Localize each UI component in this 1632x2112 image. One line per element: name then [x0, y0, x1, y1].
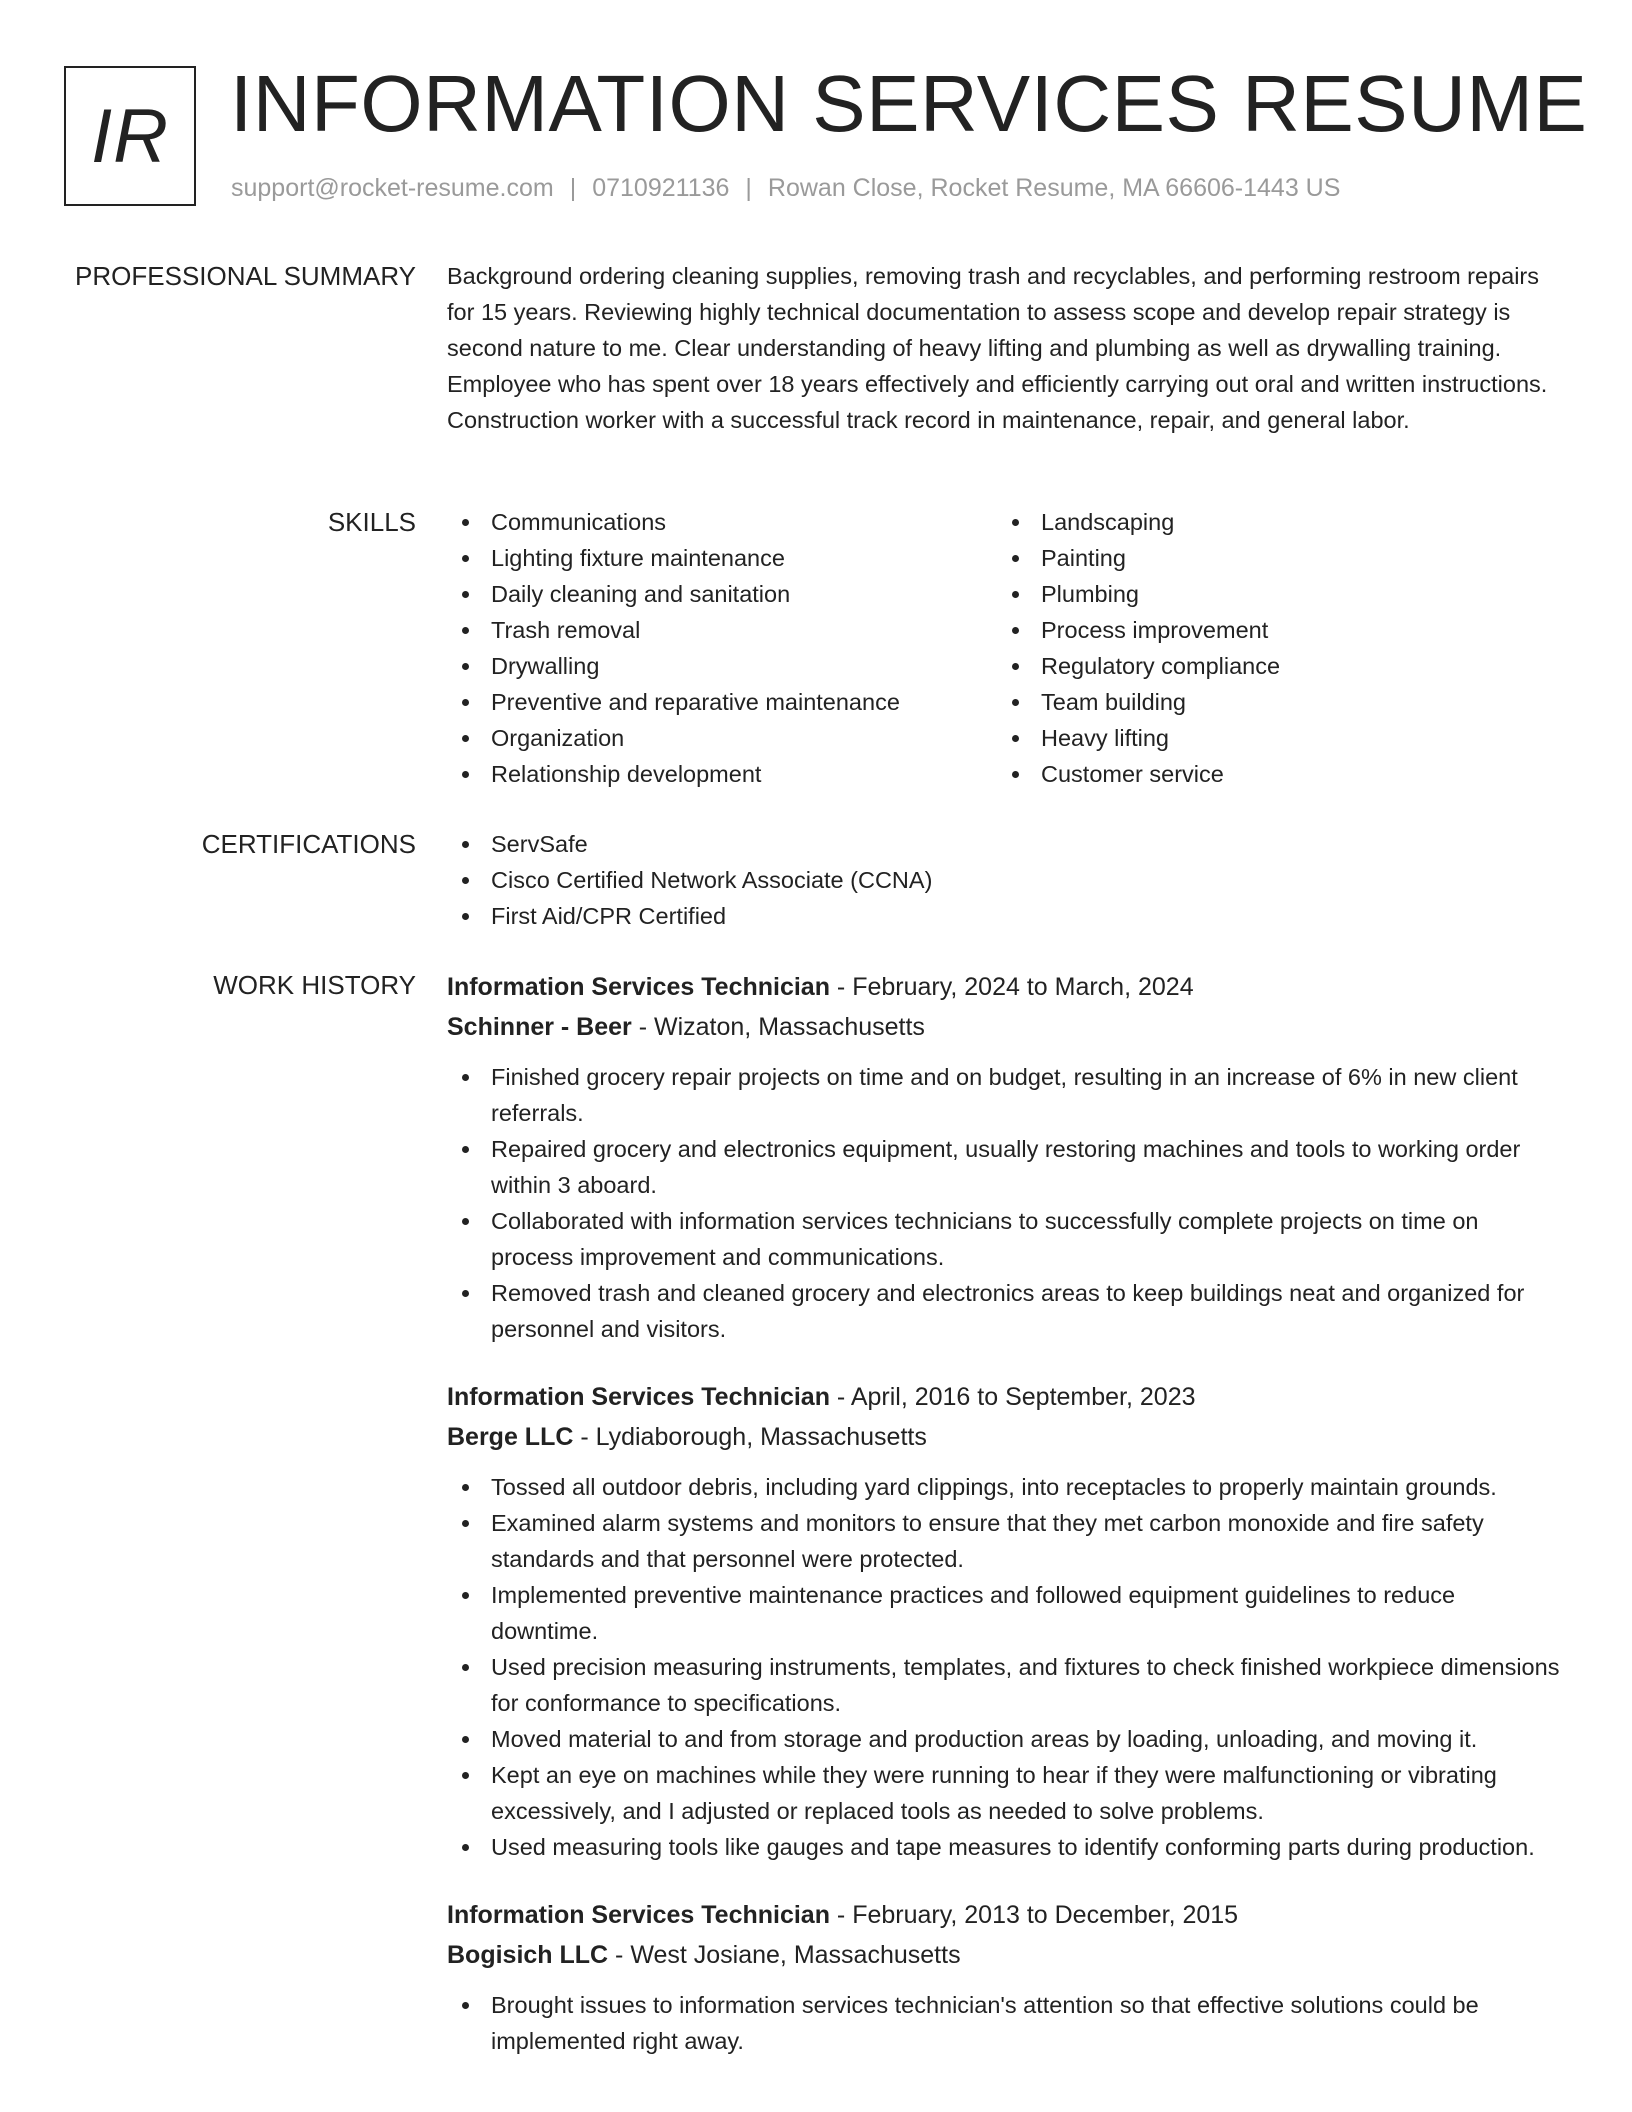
- job-entry: [447, 967, 1562, 1347]
- certifications-label: CERTIFICATIONS: [201, 829, 416, 859]
- job-title: Information Services Technician: [447, 973, 830, 1001]
- summary-text: Background ordering cleaning supplies, removing trash and recyclables, and performing restroom repairs for 15 years. Reviewing highly technical documentation to assess scope and develop repair strategy is second nature to me. Clear understanding of heavy lifting and plumbing as well as drywalling training. Employee who has spent over 18 years effectively and efficiently carrying out oral and written instructions. Construction worker with a successful track record in maintenance, repair, and general labor.: [447, 263, 1548, 433]
- job-bullet: Collaborated with information services technicians to successfully complete projects on time on process improvement and communications.: [447, 1203, 1562, 1275]
- job-bullet-list: [447, 1469, 1562, 1865]
- contact-phone[interactable]: 0710921136: [592, 174, 730, 202]
- job-bullet: Finished grocery repair projects on time and on budget, resulting in an increase of 6% in new client referrals.: [447, 1059, 1562, 1131]
- job-bullet: Used measuring tools like gauges and tape measures to identify conforming parts during production.: [447, 1829, 1562, 1865]
- job-location: - Lydiaborough, Massachusetts: [573, 1423, 927, 1451]
- job-bullet: Brought issues to information services technician's attention so that effective solutions could be implemented right away.: [447, 1987, 1562, 2059]
- skill-item: Regulatory compliance: [997, 648, 1547, 684]
- job-bullet: Implemented preventive maintenance practices and followed equipment guidelines to reduce downtime.: [447, 1577, 1562, 1649]
- work-history-label: WORK HISTORY: [213, 970, 416, 1000]
- job-bullet-list: [447, 1059, 1562, 1347]
- skill-item: Painting: [997, 540, 1547, 576]
- skill-item: Drywalling: [447, 648, 997, 684]
- job-bullet: Examined alarm systems and monitors to ensure that they met carbon monoxide and fire safety standards and that personnel were protected.: [447, 1505, 1562, 1577]
- skill-item: Process improvement: [997, 612, 1547, 648]
- job-title: Information Services Technician: [447, 1383, 830, 1411]
- job-company: Bogisich LLC: [447, 1941, 609, 1969]
- job-location: - Wizaton, Massachusetts: [631, 1013, 925, 1041]
- jobs-container: [447, 967, 1562, 2089]
- job-company-line: [447, 1007, 1562, 1047]
- monogram: IR: [64, 66, 196, 206]
- skill-item: Landscaping: [997, 504, 1547, 540]
- job-bullet-list: [447, 1987, 1562, 2059]
- job-bullet: Kept an eye on machines while they were running to hear if they were malfunctioning or vibrating excessively, and I adjusted or replaced tools as needed to solve problems.: [447, 1757, 1562, 1829]
- job-entry: [447, 1377, 1562, 1865]
- contact-line: [231, 174, 1340, 203]
- job-location: - West Josiane, Massachusetts: [608, 1941, 961, 1969]
- resume-title: INFORMATION SERVICES RESUME: [230, 59, 1588, 148]
- contact-separator: |: [745, 174, 752, 202]
- skill-item: Organization: [447, 720, 997, 756]
- certification-item: Cisco Certified Network Associate (CCNA): [447, 862, 1562, 898]
- job-bullet: Tossed all outdoor debris, including yard clippings, into receptacles to properly maintain grounds.: [447, 1469, 1562, 1505]
- job-title: Information Services Technician: [447, 1901, 830, 1929]
- skill-item: Communications: [447, 504, 997, 540]
- skill-item: Lighting fixture maintenance: [447, 540, 997, 576]
- skill-item: Trash removal: [447, 612, 997, 648]
- job-bullet: Moved material to and from storage and production areas by loading, unloading, and moving it.: [447, 1721, 1562, 1757]
- skill-item: Customer service: [997, 756, 1547, 792]
- job-entry: [447, 1895, 1562, 2059]
- certifications-list: [447, 826, 1562, 934]
- job-company-line: [447, 1417, 1562, 1457]
- job-company-line: [447, 1935, 1562, 1975]
- job-title-line: [447, 1895, 1562, 1935]
- job-dates: - February, 2013 to December, 2015: [829, 1901, 1239, 1929]
- contact-email[interactable]: support@rocket-resume.com: [231, 174, 554, 202]
- skill-item: Heavy lifting: [997, 720, 1547, 756]
- job-bullet: Repaired grocery and electronics equipment, usually restoring machines and tools to working order within 3 aboard.: [447, 1131, 1562, 1203]
- job-company: Berge LLC: [447, 1423, 574, 1451]
- job-dates: - February, 2024 to March, 2024: [829, 973, 1194, 1001]
- skills-label: SKILLS: [327, 507, 416, 537]
- skill-item: Plumbing: [997, 576, 1547, 612]
- job-dates: - April, 2016 to September, 2023: [829, 1383, 1196, 1411]
- skill-item: Relationship development: [447, 756, 997, 792]
- skills-list-left: [447, 504, 997, 792]
- certification-item: ServSafe: [447, 826, 1562, 862]
- certification-item: First Aid/CPR Certified: [447, 898, 1562, 934]
- job-company: Schinner - Beer: [447, 1013, 632, 1041]
- contact-separator: |: [569, 174, 577, 202]
- job-bullet: Removed trash and cleaned grocery and electronics areas to keep buildings neat and organized for personnel and visitors.: [447, 1275, 1562, 1347]
- job-title-line: [447, 1377, 1562, 1417]
- skills-list-right: [997, 504, 1547, 792]
- job-title-line: [447, 967, 1562, 1007]
- summary-label: PROFESSIONAL SUMMARY: [75, 261, 416, 291]
- skill-item: Preventive and reparative maintenance: [447, 684, 997, 720]
- skill-item: Daily cleaning and sanitation: [447, 576, 997, 612]
- contact-address: Rowan Close, Rocket Resume, MA 66606-1443 US: [767, 174, 1341, 202]
- job-bullet: Used precision measuring instruments, templates, and fixtures to check finished workpiece dimensions for conformance to specifications.: [447, 1649, 1562, 1721]
- skill-item: Team building: [997, 684, 1547, 720]
